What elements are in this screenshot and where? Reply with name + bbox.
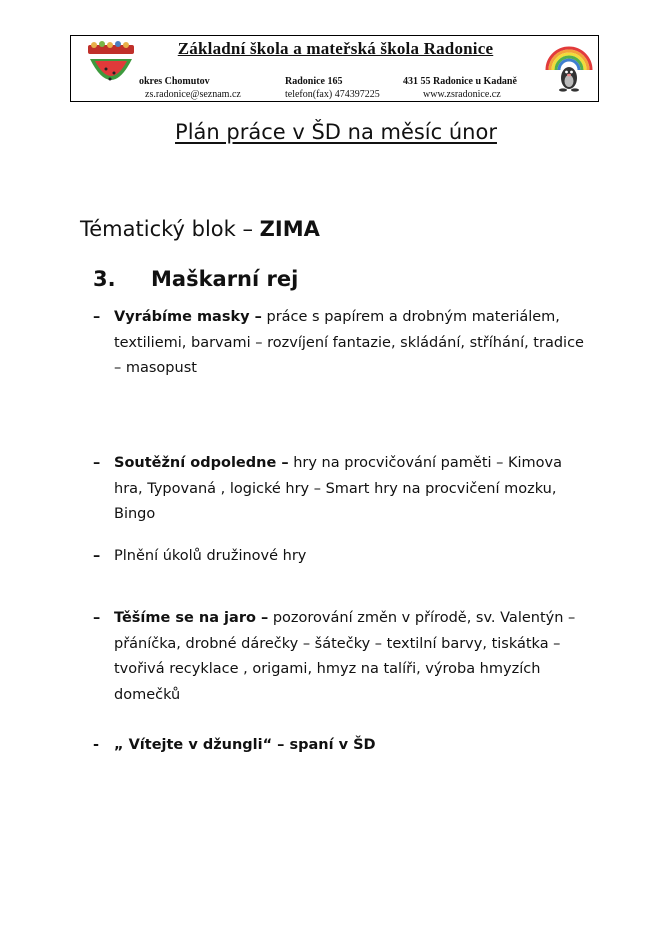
list-item-text: Plnění úkolů družinové hry xyxy=(114,548,307,564)
list-item-text: práce s papírem a drobným materiálem, textiliemi, barvami – rozvíjení fantazie, skládání, stříhání, tradice – masopust xyxy=(114,309,584,376)
list-item-bold: Vyrábíme masky – xyxy=(114,309,262,325)
page-title: Plán práce v ŠD na měsíc únor xyxy=(175,120,497,144)
list-item-content xyxy=(114,544,593,570)
block-heading-prefix: Tématický blok – xyxy=(80,217,260,241)
rainbow-mole-icon xyxy=(544,40,594,92)
list-item-bold: Těšíme se na jaro – xyxy=(114,610,269,626)
letterhead xyxy=(70,35,599,102)
email-text: zs.radonice@seznam.cz xyxy=(145,89,241,100)
list-item-spring xyxy=(93,606,593,708)
list-item-competition xyxy=(93,451,593,528)
list-dash: - xyxy=(93,737,100,753)
list-item-content xyxy=(114,451,593,528)
section-title: Maškarní rej xyxy=(151,267,299,291)
school-name: Základní škola a mateřská škola Radonice xyxy=(177,39,494,58)
address-text: Radonice 165 xyxy=(285,76,343,87)
list-item-tasks xyxy=(93,544,593,570)
list-item-content xyxy=(114,606,593,708)
list-item-text: pozorování změn v přírodě, sv. Valentýn – přáníčka, drobné dárečky – šátečky – textilní barvy, tiskátka – tvořivá recyklace , origami, hmyz na talíři, výroba hmyzích domečků xyxy=(114,610,576,703)
list-item-bold: „ Vítejte v džungli“ – spaní v ŠD xyxy=(114,737,376,753)
list-dash: – xyxy=(93,548,101,564)
web-text: www.zsradonice.cz xyxy=(423,89,501,100)
list-dash: – xyxy=(93,455,101,471)
section-number: 3. xyxy=(93,267,116,291)
postal-text: 431 55 Radonice u Kadaně xyxy=(403,76,517,87)
list-item-content xyxy=(114,733,593,759)
list-item-masks xyxy=(93,305,593,382)
list-dash: – xyxy=(93,309,101,325)
list-item-text: hry na procvičování paměti – Kimova hra, Typovaná , logické hry – Smart hry na procvičení mozku, Bingo xyxy=(114,455,562,522)
district-text: okres Chomutov xyxy=(139,76,210,87)
block-heading xyxy=(80,217,320,241)
list-item-content xyxy=(114,305,593,382)
list-item-bold: Soutěžní odpoledne – xyxy=(114,455,289,471)
list-dash: – xyxy=(93,610,101,626)
list-item-jungle xyxy=(93,733,593,759)
phone-text: telefon(fax) 474397225 xyxy=(285,89,380,100)
section-heading xyxy=(93,267,298,291)
block-heading-name: ZIMA xyxy=(259,217,320,241)
